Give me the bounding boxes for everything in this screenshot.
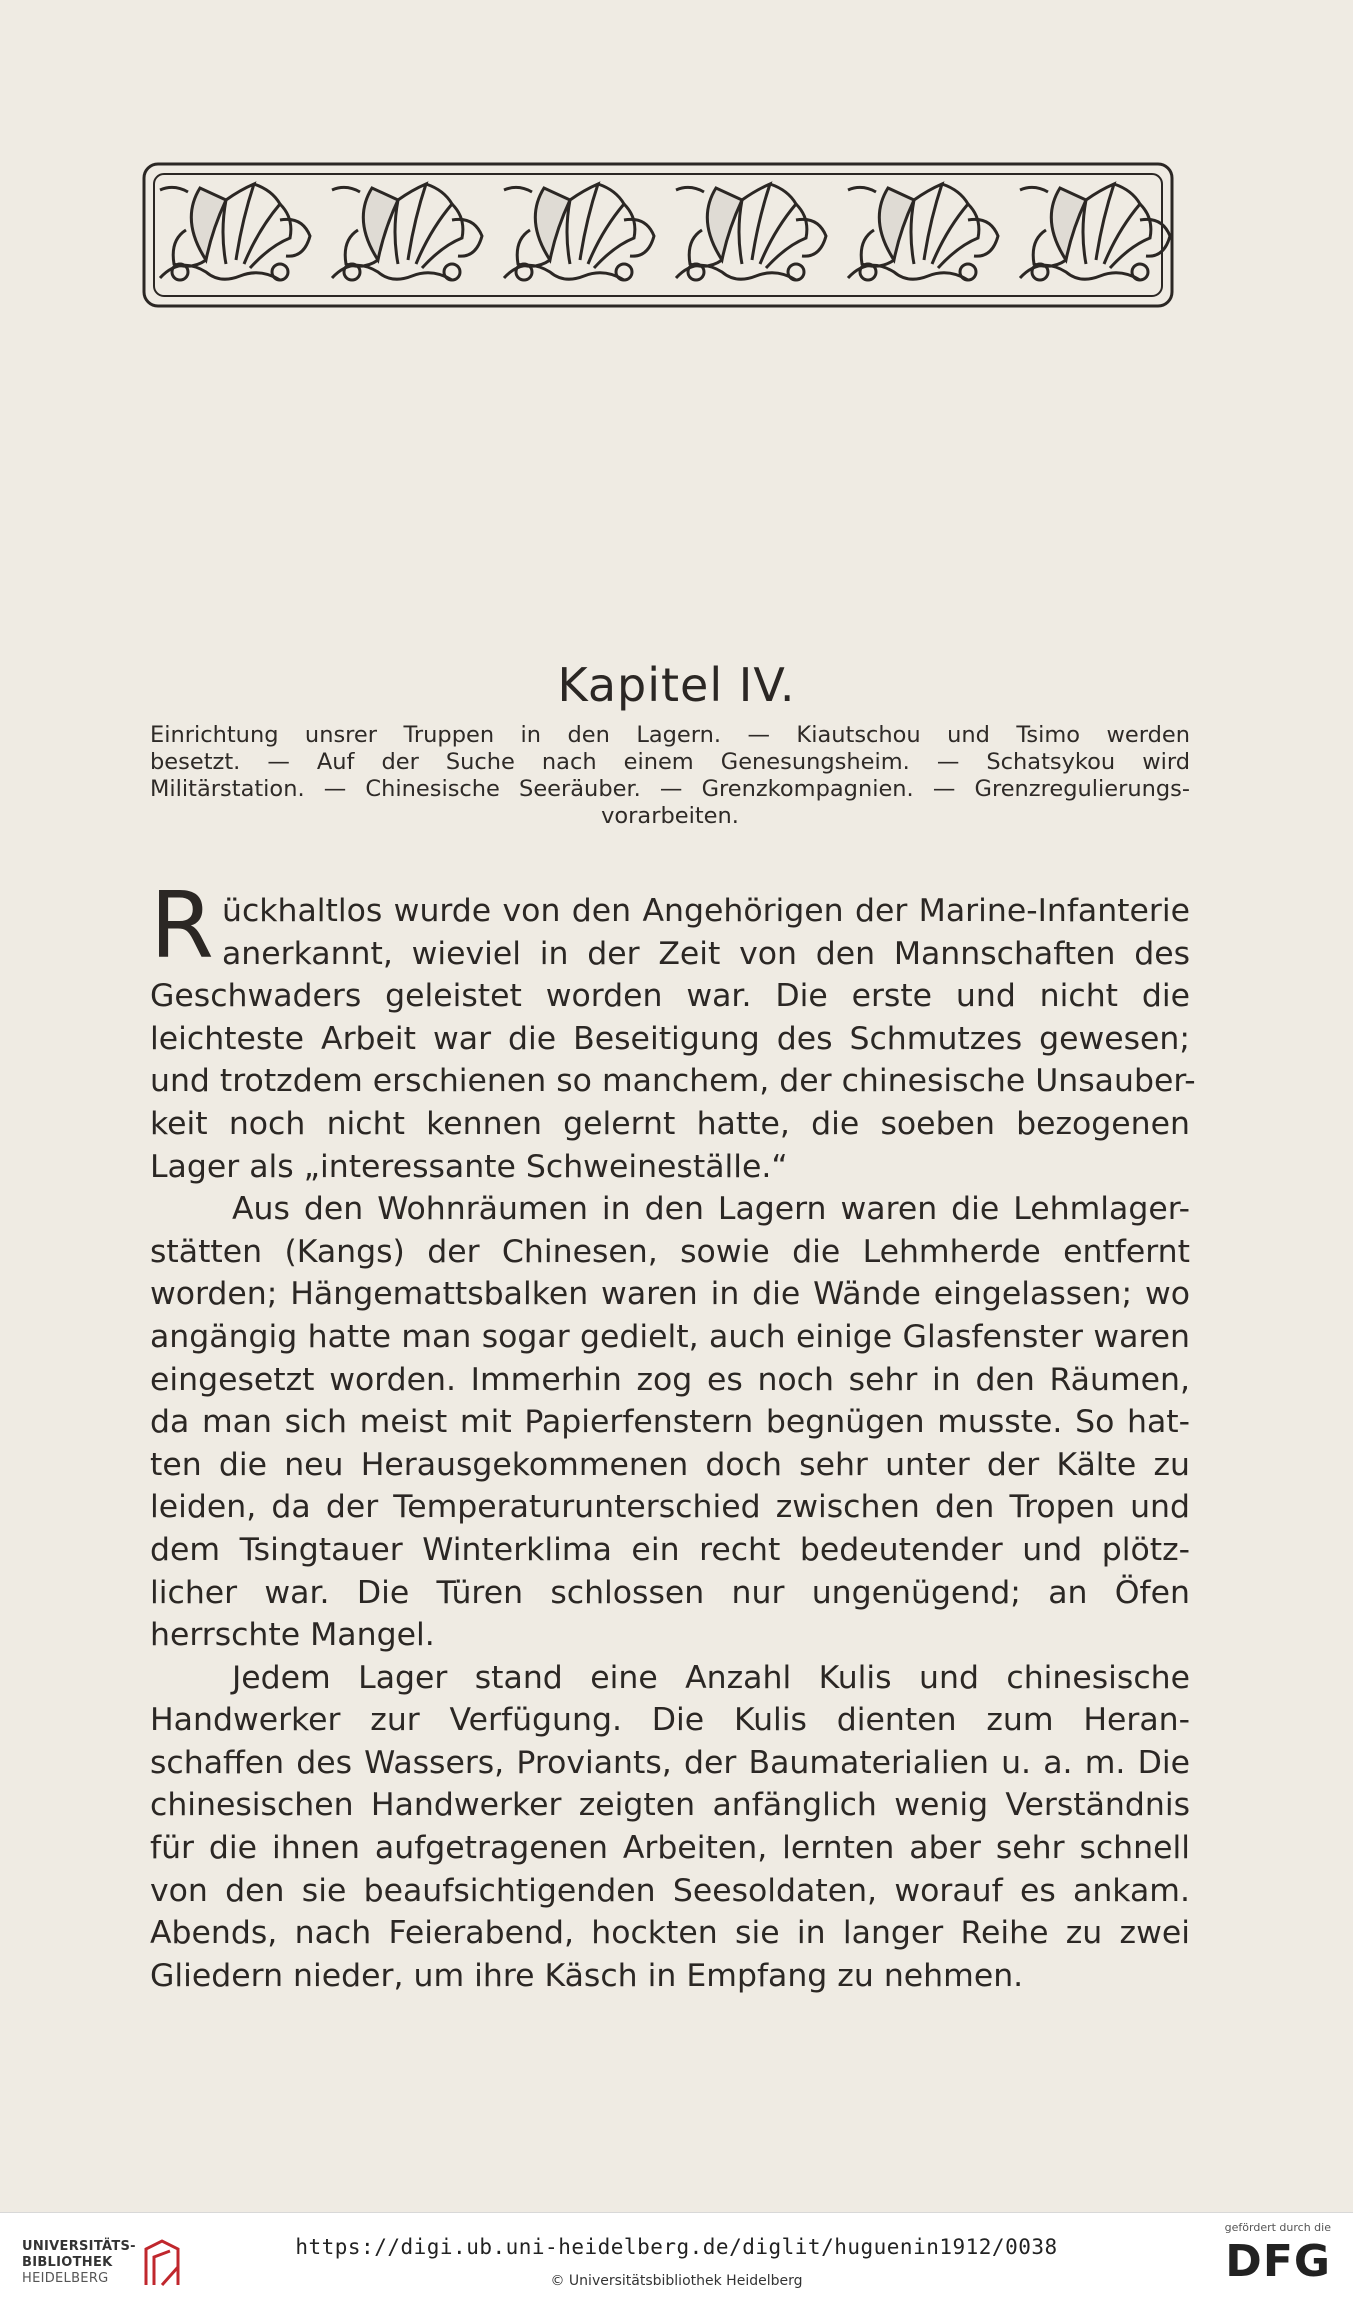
library-logo-line: UNIVERSITÄTS- [22,2239,136,2254]
text-line: dem Tsingtauer Winterklima ein recht bedeutender und plötz- [150,1531,1190,1568]
summary-line: Einrichtung unsrer Truppen in den Lagern. — Kiautschou und Tsimo werden [150,722,1190,748]
text-line: Aus den Wohnräumen in den Lagern waren die Lehmlager- [232,1191,1190,1228]
summary-line: besetzt. — Auf der Suche nach einem Genesungsheim. — Schatsykou wird [150,749,1190,775]
text-line: Handwerker zur Verfügung. Die Kulis dienten zum Heran- [150,1702,1190,1739]
text-line: ückhaltlos wurde von den Angehörigen der Marine-Infanterie [222,893,1190,929]
text-line: leiden, da der Temperaturunterschied zwischen den Tropen und [150,1489,1190,1526]
chapter-summary [150,722,1190,830]
library-logo-line: HEIDELBERG [22,2271,109,2286]
text-line: eingesetzt worden. Immerhin zog es noch sehr in den Räumen, [150,1361,1190,1398]
text-line: keit noch nicht kennen gelernt hatte, die soeben bezogenen [150,1105,1190,1142]
text-line: Geschwaders geleistet worden war. Die erste und nicht die [150,978,1190,1015]
text-line: stätten (Kangs) der Chinesen, sowie die Lehmherde entfernt [150,1233,1190,1270]
text-line: da man sich meist mit Papierfenstern begnügen musste. So hat- [150,1404,1190,1441]
library-logo-line: BIBLIOTHEK [22,2255,113,2270]
text-line: für die ihnen aufgetragenen Arbeiten, lernten aber sehr schnell [150,1830,1190,1867]
text-line: ten die neu Herausgekommenen doch sehr unter der Kälte zu [150,1446,1190,1483]
text-line: schaffen des Wassers, Proviants, der Baumaterialien u. a. m. Die [150,1744,1190,1781]
summary-line: vorarbeiten. [601,803,739,829]
viewer-footer [0,2212,1353,2309]
text-line: und trotzdem erschienen so manchem, der chinesische Unsauber- [150,1063,1196,1100]
drop-cap: R [150,872,214,979]
text-line: licher war. Die Türen schlossen nur ungenügend; an Öfen [150,1574,1190,1611]
text-line: Lager als „interessante Schweineställe.“ [150,1148,788,1185]
text-line: anerkannt, wieviel in der Zeit von den Mannschaften des [222,935,1190,972]
text-line: von den sie beaufsichtigenden Seesoldaten, worauf es ankam. [150,1872,1190,1909]
decorative-ornament-band [140,160,1176,310]
text-line: Gliedern nieder, um ihre Käsch in Empfang zu nehmen. [150,1957,1024,1994]
body-text [150,890,1196,1997]
dfg-logo-text: DFG [1225,2236,1331,2287]
text-line: Jedem Lager stand eine Anzahl Kulis und chinesische [232,1659,1190,1696]
summary-line: Militärstation. — Chinesische Seeräuber. — Grenzkompagnien. — Grenzregulierungs- [150,776,1190,802]
text-line: Abends, nach Feierabend, hockten sie in langer Reihe zu zwei [150,1915,1190,1952]
text-line: leichteste Arbeit war die Beseitigung des Schmutzes gewesen; [150,1020,1190,1057]
chapter-title: Kapitel IV. [557,658,796,712]
text-line: herrschte Mangel. [150,1617,435,1654]
text-line: worden; Hängemattsbalken waren in die Wände eingelassen; wo [150,1276,1190,1313]
text-line: angängig hatte man sogar gedielt, auch einige Glasfenster waren [150,1318,1190,1355]
copyright-notice: © Universitätsbibliothek Heidelberg [550,2273,803,2289]
funder-logo[interactable] [1196,2221,1331,2301]
text-line: chinesischen Handwerker zeigten anfänglich wenig Verständnis [150,1787,1190,1824]
permalink-url[interactable]: https://digi.ub.uni-heidelberg.de/diglit/huguenin1912/0038 [295,2235,1058,2259]
funding-note: gefördert durch die [1224,2221,1331,2234]
